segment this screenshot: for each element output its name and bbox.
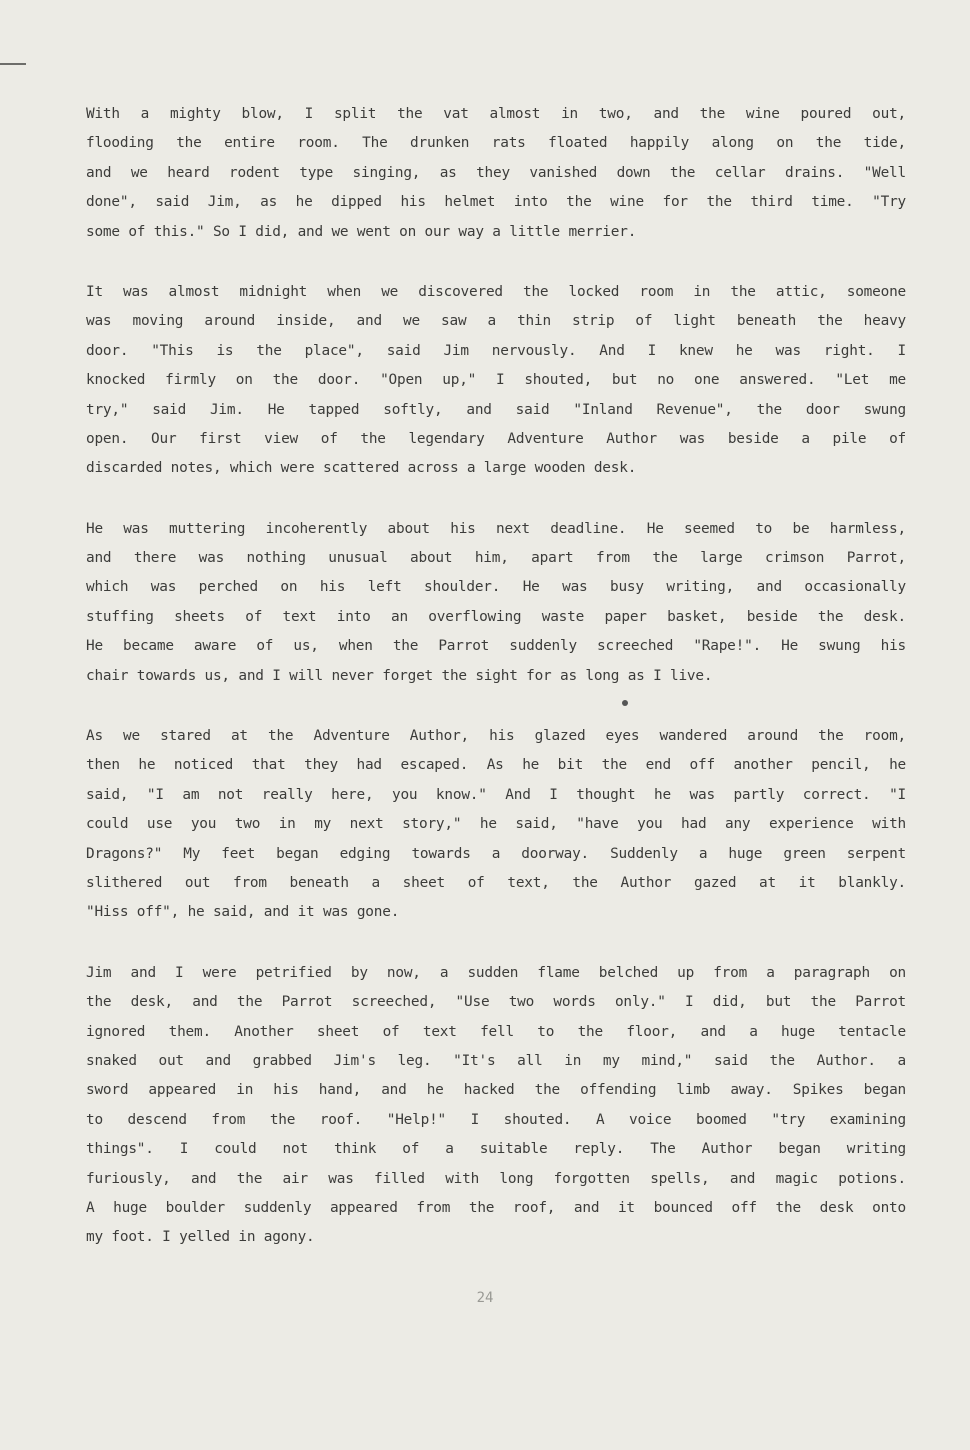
text-line: and there was nothing unusual about him, apart from the large crimson Parrot, bbox=[86, 550, 906, 567]
text-line: He was muttering incoherently about his next deadline. He seemed to be harmless, bbox=[86, 520, 906, 537]
paragraph-3 bbox=[86, 515, 906, 691]
paragraph-1 bbox=[86, 100, 906, 247]
text-line: It was almost midnight when we discovered the locked room in the attic, someone bbox=[86, 283, 906, 300]
text-line: stuffing sheets of text into an overflowing waste paper basket, beside the desk. bbox=[86, 608, 906, 625]
text-line: done", said Jim, as he dipped his helmet into the wine for the third time. "Try bbox=[86, 194, 906, 211]
text-line: and we heard rodent type singing, as they vanished down the cellar drains. "Well bbox=[86, 164, 906, 181]
text-line: my foot. I yelled in agony. bbox=[86, 1229, 315, 1246]
text-line: ignored them. Another sheet of text fell to the floor, and a huge tentacle bbox=[86, 1023, 906, 1040]
page-number: 24 bbox=[476, 1290, 494, 1306]
text-line: He became aware of us, when the Parrot suddenly screeched "Rape!". He swung his bbox=[86, 638, 906, 655]
text-line: some of this." So I did, and we went on our way a little merrier. bbox=[86, 223, 637, 240]
text-line: open. Our first view of the legendary Adventure Author was beside a pile of bbox=[86, 430, 906, 447]
text-line: which was perched on his left shoulder. He was busy writing, and occasionally bbox=[86, 579, 906, 596]
text-line: discarded notes, which were scattered across a large wooden desk. bbox=[86, 460, 637, 477]
text-line: knocked firmly on the door. "Open up," I shouted, but no one answered. "Let me bbox=[86, 372, 906, 389]
body-text bbox=[86, 100, 906, 1284]
paragraph-2 bbox=[86, 278, 906, 484]
text-line: slithered out from beneath a sheet of text, the Author gazed at it blankly. bbox=[86, 874, 906, 891]
text-line: sword appeared in his hand, and he hacked the offending limb away. Spikes began bbox=[86, 1082, 906, 1099]
text-line: try," said Jim. He tapped softly, and said "Inland Revenue", the door swung bbox=[86, 401, 906, 418]
text-line: As we stared at the Adventure Author, his glazed eyes wandered around the room, bbox=[86, 728, 906, 745]
text-line: door. "This is the place", said Jim nervously. And I knew he was right. I bbox=[86, 342, 906, 359]
page-edge-mark bbox=[0, 63, 26, 65]
text-line: Dragons?" My feet began edging towards a doorway. Suddenly a huge green serpent bbox=[86, 845, 906, 862]
text-line: was moving around inside, and we saw a thin strip of light beneath the heavy bbox=[86, 313, 906, 330]
text-line: to descend from the roof. "Help!" I shouted. A voice boomed "try examining bbox=[86, 1111, 906, 1128]
text-line: Jim and I were petrified by now, a sudden flame belched up from a paragraph on bbox=[86, 964, 906, 981]
paragraph-4 bbox=[86, 722, 906, 928]
text-line: furiously, and the air was filled with long forgotten spells, and magic potions. bbox=[86, 1170, 906, 1187]
ink-speck bbox=[622, 700, 628, 706]
text-line: said, "I am not really here, you know." And I thought he was partly correct. "I bbox=[86, 786, 906, 803]
text-line: A huge boulder suddenly appeared from the roof, and it bounced off the desk onto bbox=[86, 1199, 906, 1216]
text-line: the desk, and the Parrot screeched, "Use two words only." I did, but the Parrot bbox=[86, 994, 906, 1011]
text-line: chair towards us, and I will never forget the sight for as long as I live. bbox=[86, 667, 713, 684]
text-line: snaked out and grabbed Jim's leg. "It's all in my mind," said the Author. a bbox=[86, 1052, 906, 1069]
text-line: then he noticed that they had escaped. As he bit the end off another pencil, he bbox=[86, 757, 906, 774]
text-line: "Hiss off", he said, and it was gone. bbox=[86, 904, 400, 921]
text-line: flooding the entire room. The drunken rats floated happily along on the tide, bbox=[86, 135, 906, 152]
paragraph-5 bbox=[86, 959, 906, 1253]
text-line: things". I could not think of a suitable reply. The Author began writing bbox=[86, 1141, 906, 1158]
text-line: could use you two in my next story," he said, "have you had any experience with bbox=[86, 816, 906, 833]
text-line: With a mighty blow, I split the vat almost in two, and the wine poured out, bbox=[86, 106, 906, 122]
